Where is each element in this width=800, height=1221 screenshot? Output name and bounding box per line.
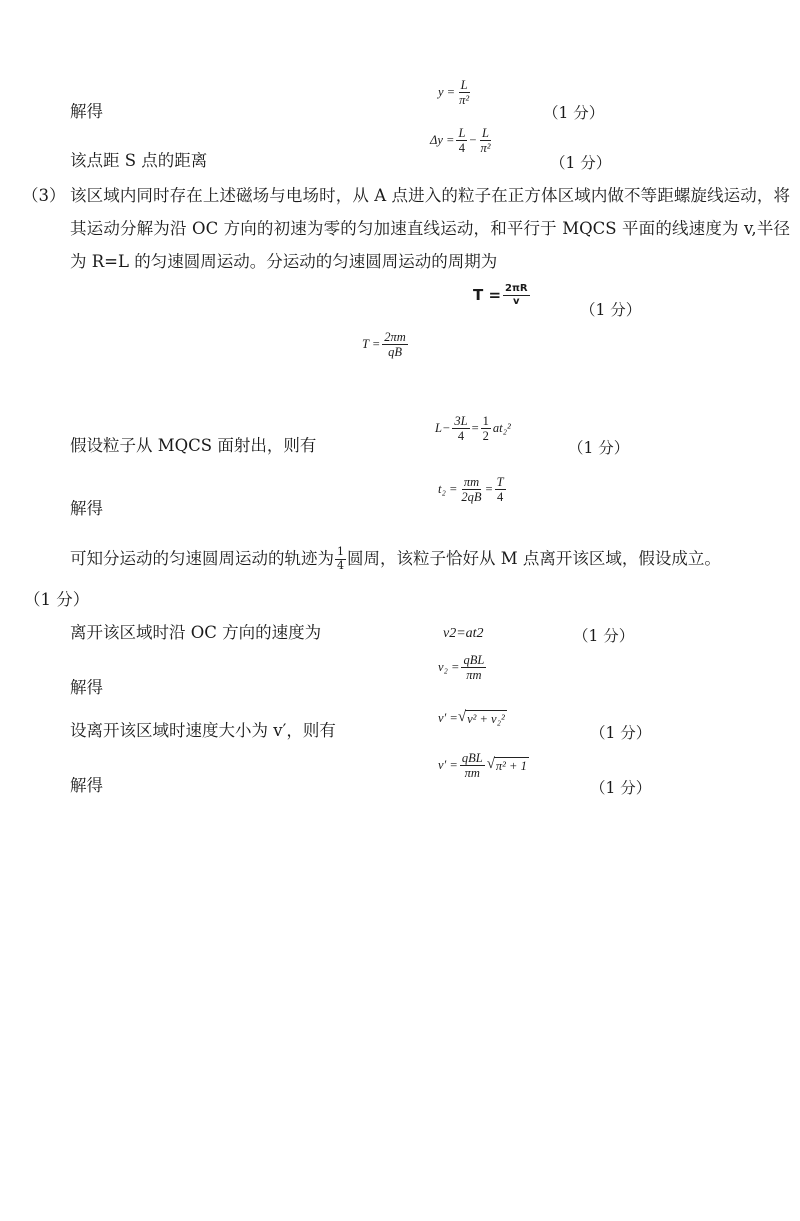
- eq-vp2-num: qBL: [461, 751, 483, 765]
- label-assume-mqcs: 假设粒子从 MQCS 面射出，则有: [70, 436, 317, 455]
- eq-vp2-radicand: π² + 1: [495, 759, 527, 774]
- equation-displacement: [435, 414, 511, 444]
- equation-delta-y: [430, 126, 494, 156]
- eq-t1-den: v: [513, 295, 520, 307]
- eq-a-d2: 2: [482, 429, 489, 444]
- conclusion-line: [70, 546, 721, 572]
- equation-vprime: [438, 710, 507, 727]
- eq-t2r-frac1: [459, 475, 483, 505]
- eq-dy-n2: L: [482, 126, 489, 140]
- equation-v2-text: v2=at2: [443, 626, 484, 641]
- part3-text: 该区域内同时存在上述磁场与电场时，从 A 点进入的粒子在正方体区域内做不等距螺旋线运动，将其运动分解为沿 OC 方向的初速为零的匀加速直线运动，和平行于 MQCS 平面的线速度为 v,半径为 R=L 的匀速圆周运动。分运动的匀速圆周运动的周期为: [70, 186, 790, 271]
- eq-a-l: L−: [435, 421, 451, 436]
- eq-t2r-d1: 2qB: [461, 490, 482, 505]
- eq-a-d1: 4: [457, 429, 465, 444]
- eq-dy-lhs: Δy =: [430, 133, 455, 148]
- eq-y-frac: [457, 78, 471, 108]
- label-speed-vprime: 设离开该区域时速度大小为 v′，则有: [70, 721, 336, 740]
- conclusion-after: 圆周，该粒子恰好从 M 点离开该区域，假设成立。: [347, 549, 721, 569]
- eq-vp-radicand: v² + v₂²: [467, 712, 505, 726]
- eq-v2r-lhs: v₂ =: [438, 660, 460, 675]
- label-jiede-4: 解得: [70, 776, 103, 795]
- eq-v2r-den: πm: [466, 668, 482, 683]
- label-distance-s: 该点距 S 点的距离: [70, 151, 208, 170]
- conclusion-frac-num: 1: [337, 545, 344, 558]
- eq-vp2-frac: [460, 751, 485, 781]
- eq-vp2-lhs: v′ =: [438, 758, 458, 773]
- conclusion-frac: [335, 546, 346, 572]
- eq-a-rhs: at₂²: [492, 421, 511, 436]
- eq-a-frac1: [452, 414, 469, 444]
- eq-t2-frac: [382, 330, 408, 360]
- eq-a-n1: 3L: [454, 414, 468, 428]
- eq-vp2-den: πm: [464, 766, 480, 781]
- eq-t2r-d2: 4: [496, 490, 504, 505]
- equation-period-m: [362, 330, 410, 360]
- eq-dy-d1: 4: [458, 141, 466, 156]
- score-4: （1 分）: [568, 439, 630, 457]
- eq-vp2-sqrt: [487, 757, 529, 774]
- eq-y-num: L: [460, 78, 468, 92]
- eq-a-n2: 1: [482, 414, 489, 428]
- equation-y: [438, 78, 473, 108]
- eq-a-eq: =: [471, 421, 479, 436]
- label-jiede-1: 解得: [70, 102, 103, 121]
- conclusion-frac-den: 4: [337, 558, 344, 572]
- eq-dy-minus: −: [469, 133, 477, 148]
- eq-v2r-num: qBL: [463, 653, 485, 667]
- score-6: （1 分）: [590, 724, 652, 742]
- eq-vp2-radical-sign: √: [486, 756, 495, 773]
- equation-t2: [438, 475, 508, 505]
- eq-t1-lhs: T =: [473, 286, 502, 304]
- eq-vp-radical-sign: √: [457, 709, 467, 725]
- eq-t2-den: qB: [388, 345, 403, 360]
- equation-period-r: [473, 283, 532, 307]
- equation-v2-result: [438, 653, 488, 683]
- equation-vprime-result: [438, 751, 529, 781]
- label-jiede-3: 解得: [70, 678, 103, 697]
- score-1: （1 分）: [543, 104, 605, 122]
- eq-t2r-lhs: t₂ =: [438, 482, 458, 497]
- label-jiede-2: 解得: [70, 499, 103, 518]
- eq-dy-frac2: [478, 126, 492, 156]
- eq-y-lhs: y =: [438, 85, 456, 100]
- score-2: （1 分）: [550, 154, 612, 172]
- eq-dy-frac1: [456, 126, 467, 156]
- eq-t2r-n2: T: [496, 475, 504, 489]
- eq-vp-sqrt: [458, 710, 507, 727]
- eq-dy-n1: L: [458, 126, 466, 140]
- eq-v2r-frac: [461, 653, 486, 683]
- eq-t2r-frac2: [495, 475, 506, 505]
- eq-t2r-n1: πm: [463, 475, 480, 489]
- eq-a-frac2: [481, 414, 491, 444]
- eq-t1-num: 2πR: [505, 283, 528, 294]
- score-5: （1 分）: [573, 627, 635, 645]
- eq-t1-frac: [503, 283, 530, 307]
- label-velocity-oc: 离开该区域时沿 OC 方向的速度为: [70, 623, 322, 642]
- score-7: （1 分）: [590, 779, 652, 797]
- part3-paragraph: [22, 179, 790, 278]
- conclusion-before: 可知分运动的匀速圆周运动的轨迹为: [70, 549, 334, 569]
- eq-t2-num: 2πm: [384, 330, 406, 344]
- eq-y-den: π²: [459, 93, 470, 108]
- eq-t2-lhs: T =: [362, 337, 381, 352]
- eq-dy-d2: π²: [480, 141, 491, 156]
- part3-number: （3）: [22, 186, 66, 205]
- eq-vp-lhs: v′ =: [438, 711, 458, 726]
- eq-t2r-eq: =: [485, 482, 493, 497]
- score-3: （1 分）: [580, 301, 642, 319]
- conclusion-score: （1 分）: [24, 590, 90, 609]
